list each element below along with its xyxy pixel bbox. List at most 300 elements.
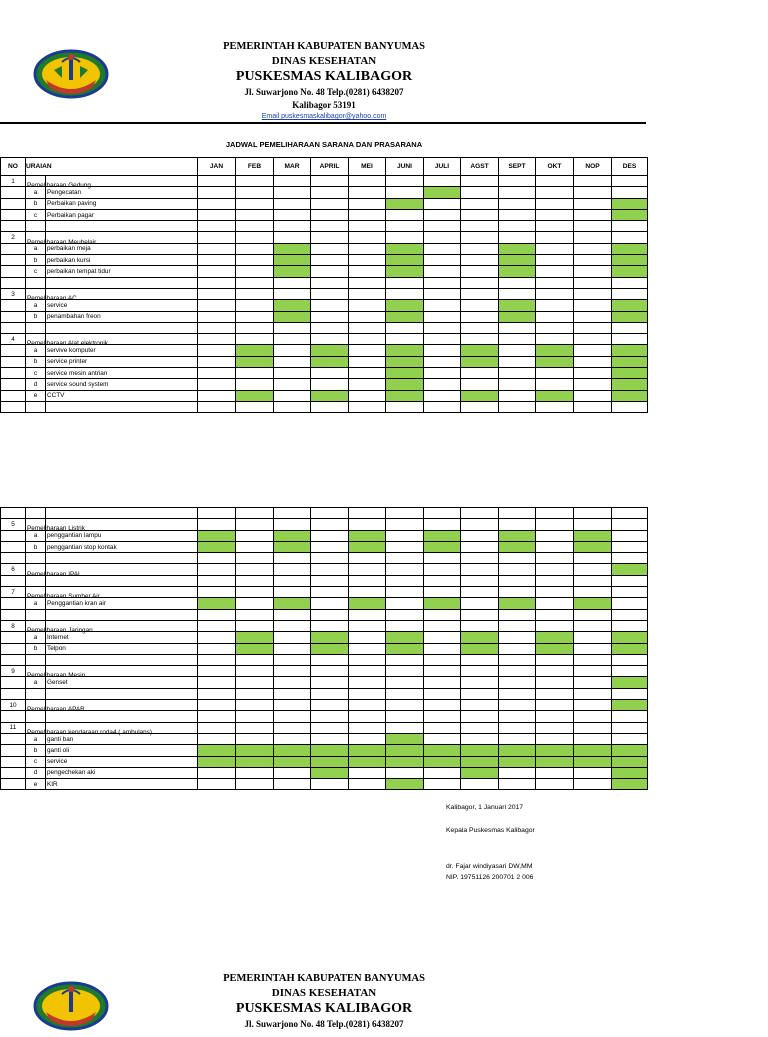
month-cell xyxy=(311,530,349,541)
row-number xyxy=(1,277,26,288)
table-row xyxy=(1,243,648,254)
month-cell xyxy=(499,564,536,575)
row-description xyxy=(46,688,198,699)
scheduled-cell xyxy=(536,345,574,356)
row-sub-letter xyxy=(26,700,85,714)
table-row xyxy=(1,401,648,412)
month-cell xyxy=(311,300,349,311)
row-number xyxy=(1,745,26,756)
month-cell xyxy=(574,334,612,345)
row-sub-letter: a xyxy=(26,530,46,541)
row-sub-letter: b xyxy=(26,356,46,367)
month-cell xyxy=(274,700,311,711)
month-cell xyxy=(198,379,236,390)
section-title: Pemeliharaan Sumber Air xyxy=(27,593,100,601)
month-cell xyxy=(274,187,311,198)
scheduled-cell xyxy=(536,632,574,643)
scheduled-cell xyxy=(311,745,349,756)
month-cell xyxy=(236,666,274,677)
row-description: service mesin antrian xyxy=(46,368,198,379)
scheduled-cell xyxy=(461,356,499,367)
month-cell xyxy=(499,288,536,299)
month-cell xyxy=(574,722,612,733)
schedule-table-1 xyxy=(0,157,648,413)
row-description xyxy=(46,277,198,288)
row-sub-letter: c xyxy=(26,266,46,277)
month-cell xyxy=(536,221,574,232)
month-cell xyxy=(612,733,648,744)
month-cell xyxy=(536,700,574,711)
month-cell xyxy=(499,779,536,790)
month-cell xyxy=(349,277,386,288)
month-cell xyxy=(424,243,461,254)
scheduled-cell xyxy=(461,756,499,767)
row-description xyxy=(46,654,198,665)
month-cell xyxy=(349,587,386,598)
table-row xyxy=(1,209,648,220)
column-header: JUNI xyxy=(386,158,424,176)
month-cell xyxy=(574,255,612,266)
scheduled-cell xyxy=(386,311,424,322)
month-cell xyxy=(311,620,349,631)
month-cell xyxy=(536,620,574,631)
scheduled-cell xyxy=(274,243,311,254)
scheduled-cell xyxy=(198,598,236,609)
scheduled-cell xyxy=(198,756,236,767)
table-row xyxy=(1,508,648,519)
month-cell xyxy=(236,288,274,299)
month-cell xyxy=(198,575,236,586)
month-cell xyxy=(198,620,236,631)
month-cell xyxy=(461,176,499,187)
row-sub-letter: b xyxy=(26,541,46,552)
row-number: 10 xyxy=(1,700,26,711)
section-title: Pemeliharaan IPAL xyxy=(27,570,82,578)
table-row xyxy=(1,232,648,243)
month-cell xyxy=(274,767,311,778)
month-cell xyxy=(424,722,461,733)
month-cell xyxy=(461,266,499,277)
month-cell xyxy=(198,300,236,311)
month-cell xyxy=(386,401,424,412)
scheduled-cell xyxy=(499,598,536,609)
month-cell xyxy=(536,255,574,266)
month-cell xyxy=(274,587,311,598)
month-cell xyxy=(536,277,574,288)
table-row xyxy=(1,390,648,401)
month-cell xyxy=(236,598,274,609)
month-cell xyxy=(499,401,536,412)
row-sub-letter: e xyxy=(26,779,46,790)
column-header: JULI xyxy=(424,158,461,176)
row-sub-letter xyxy=(26,232,97,246)
scheduled-cell xyxy=(424,187,461,198)
month-cell xyxy=(574,519,612,530)
month-cell xyxy=(274,508,311,519)
month-cell xyxy=(461,564,499,575)
month-cell xyxy=(274,345,311,356)
month-cell xyxy=(236,620,274,631)
column-header: NO xyxy=(1,158,26,176)
month-cell xyxy=(612,334,648,345)
row-sub-letter: c xyxy=(26,209,46,220)
row-number xyxy=(1,300,26,311)
month-cell xyxy=(386,176,424,187)
section-title: Pemeliharaan Meubelair xyxy=(27,238,97,246)
month-cell xyxy=(424,553,461,564)
month-cell xyxy=(574,277,612,288)
month-cell xyxy=(311,311,349,322)
month-cell xyxy=(311,733,349,744)
row-description: KIR xyxy=(46,779,198,790)
month-cell xyxy=(612,221,648,232)
month-cell xyxy=(386,519,424,530)
row-description: Telpon xyxy=(46,643,198,654)
month-cell xyxy=(461,733,499,744)
scheduled-cell xyxy=(386,266,424,277)
month-cell xyxy=(574,609,612,620)
column-header: URAIAN xyxy=(26,158,198,176)
month-cell xyxy=(536,288,574,299)
month-cell xyxy=(499,632,536,643)
month-cell xyxy=(536,598,574,609)
row-sub-letter xyxy=(26,564,82,578)
month-cell xyxy=(536,722,574,733)
schedule-table-2 xyxy=(0,507,648,790)
month-cell xyxy=(536,666,574,677)
table-row xyxy=(1,519,648,530)
month-cell xyxy=(236,334,274,345)
scheduled-cell xyxy=(612,779,648,790)
month-cell xyxy=(461,379,499,390)
month-cell xyxy=(311,553,349,564)
month-cell xyxy=(461,575,499,586)
month-cell xyxy=(612,553,648,564)
table-row xyxy=(1,700,648,711)
month-cell xyxy=(349,356,386,367)
month-cell xyxy=(424,288,461,299)
month-cell xyxy=(386,553,424,564)
month-cell xyxy=(349,187,386,198)
column-header: FEB xyxy=(236,158,274,176)
scheduled-cell xyxy=(612,564,648,575)
row-description: Genset xyxy=(46,677,198,688)
month-cell xyxy=(311,519,349,530)
row-number: 11 xyxy=(1,722,26,733)
month-cell xyxy=(424,209,461,220)
month-cell xyxy=(236,187,274,198)
table-row xyxy=(1,779,648,790)
row-sub-letter: a xyxy=(26,632,46,643)
month-cell xyxy=(311,187,349,198)
scheduled-cell xyxy=(274,255,311,266)
month-cell xyxy=(198,666,236,677)
scheduled-cell xyxy=(311,756,349,767)
scheduled-cell xyxy=(612,255,648,266)
month-cell xyxy=(499,643,536,654)
row-description: CCTV xyxy=(46,390,198,401)
month-cell xyxy=(574,632,612,643)
row-number xyxy=(1,356,26,367)
month-cell xyxy=(499,733,536,744)
month-cell xyxy=(311,711,349,722)
month-cell xyxy=(461,334,499,345)
month-cell xyxy=(461,198,499,209)
month-cell xyxy=(349,209,386,220)
month-cell xyxy=(536,587,574,598)
email-link[interactable]: Email puskesmaskalibagor@yahoo.com xyxy=(261,113,387,120)
scheduled-cell xyxy=(198,541,236,552)
month-cell xyxy=(424,311,461,322)
month-cell xyxy=(236,700,274,711)
scheduled-cell xyxy=(386,243,424,254)
month-cell xyxy=(349,553,386,564)
month-cell xyxy=(499,700,536,711)
month-cell xyxy=(349,311,386,322)
row-description: ganti ban xyxy=(46,733,198,744)
month-cell xyxy=(574,368,612,379)
month-cell xyxy=(536,654,574,665)
section-title: Pemeliharaan Jaringan xyxy=(27,627,93,635)
month-cell xyxy=(612,176,648,187)
month-cell xyxy=(612,541,648,552)
month-cell xyxy=(274,334,311,345)
month-cell xyxy=(236,198,274,209)
month-cell xyxy=(198,643,236,654)
month-cell xyxy=(198,609,236,620)
month-cell xyxy=(424,277,461,288)
month-cell xyxy=(386,541,424,552)
month-cell xyxy=(536,575,574,586)
month-cell xyxy=(236,677,274,688)
table-row xyxy=(1,711,648,722)
month-cell xyxy=(198,232,236,243)
month-cell xyxy=(574,322,612,333)
row-sub-letter: a xyxy=(26,300,46,311)
table-row xyxy=(1,632,648,643)
month-cell xyxy=(274,564,311,575)
month-cell xyxy=(536,711,574,722)
column-header: OKT xyxy=(536,158,574,176)
row-number xyxy=(1,390,26,401)
row-number xyxy=(1,654,26,665)
scheduled-cell xyxy=(612,266,648,277)
scheduled-cell xyxy=(424,756,461,767)
row-description: penambahan freon xyxy=(46,311,198,322)
row-sub-letter xyxy=(26,609,46,620)
month-cell xyxy=(311,288,349,299)
section-title: Pemeliharaan Mesin xyxy=(27,672,86,680)
month-cell xyxy=(198,767,236,778)
month-cell xyxy=(236,733,274,744)
month-cell xyxy=(612,288,648,299)
month-cell xyxy=(536,553,574,564)
month-cell xyxy=(461,519,499,530)
row-sub-letter xyxy=(26,666,86,680)
month-cell xyxy=(461,311,499,322)
month-cell xyxy=(349,401,386,412)
month-cell xyxy=(536,266,574,277)
month-cell xyxy=(311,243,349,254)
column-header: JAN xyxy=(198,158,236,176)
scheduled-cell xyxy=(349,756,386,767)
scheduled-cell xyxy=(386,643,424,654)
month-cell xyxy=(386,688,424,699)
row-number xyxy=(1,266,26,277)
month-cell xyxy=(536,508,574,519)
month-cell xyxy=(274,711,311,722)
scheduled-cell xyxy=(386,632,424,643)
scheduled-cell xyxy=(386,368,424,379)
month-cell xyxy=(198,277,236,288)
row-number xyxy=(1,255,26,266)
month-cell xyxy=(612,722,648,733)
scheduled-cell xyxy=(386,300,424,311)
month-cell xyxy=(311,598,349,609)
month-cell xyxy=(499,322,536,333)
scheduled-cell xyxy=(386,356,424,367)
month-cell xyxy=(386,620,424,631)
row-description: penggantian stop kontak xyxy=(46,541,198,552)
month-cell xyxy=(349,654,386,665)
month-cell xyxy=(274,356,311,367)
scheduled-cell xyxy=(536,643,574,654)
row-number xyxy=(1,221,26,232)
row-number: 2 xyxy=(1,232,26,243)
table-row xyxy=(1,311,648,322)
month-cell xyxy=(424,356,461,367)
month-cell xyxy=(349,643,386,654)
month-cell xyxy=(499,666,536,677)
month-cell xyxy=(424,767,461,778)
month-cell xyxy=(499,334,536,345)
table-row xyxy=(1,541,648,552)
row-sub-letter xyxy=(26,334,108,348)
month-cell xyxy=(461,288,499,299)
month-cell xyxy=(424,688,461,699)
row-description: pengechekan aki xyxy=(46,767,198,778)
row-sub-letter: d xyxy=(26,379,46,390)
table-row xyxy=(1,277,648,288)
row-number: 5 xyxy=(1,519,26,530)
row-sub-letter: b xyxy=(26,255,46,266)
month-cell xyxy=(311,255,349,266)
row-sub-letter xyxy=(26,688,46,699)
month-cell xyxy=(536,232,574,243)
month-cell xyxy=(574,767,612,778)
month-cell xyxy=(198,209,236,220)
month-cell xyxy=(349,255,386,266)
row-sub-letter: a xyxy=(26,733,46,744)
month-cell xyxy=(499,553,536,564)
column-header: NOP xyxy=(574,158,612,176)
month-cell xyxy=(536,767,574,778)
row-sub-letter: a xyxy=(26,345,46,356)
month-cell xyxy=(612,587,648,598)
column-header: MAR xyxy=(274,158,311,176)
month-cell xyxy=(311,700,349,711)
month-cell xyxy=(236,767,274,778)
month-cell xyxy=(424,322,461,333)
row-description xyxy=(46,322,198,333)
month-cell xyxy=(236,322,274,333)
month-cell xyxy=(198,368,236,379)
month-cell xyxy=(499,221,536,232)
month-cell xyxy=(424,390,461,401)
month-cell xyxy=(424,232,461,243)
month-cell xyxy=(424,620,461,631)
month-cell xyxy=(236,654,274,665)
month-cell xyxy=(499,232,536,243)
month-cell xyxy=(461,688,499,699)
month-cell xyxy=(536,311,574,322)
month-cell xyxy=(274,390,311,401)
table-row xyxy=(1,266,648,277)
scheduled-cell xyxy=(349,745,386,756)
row-number: 8 xyxy=(1,620,26,631)
row-number xyxy=(1,711,26,722)
month-cell xyxy=(311,379,349,390)
scheduled-cell xyxy=(461,767,499,778)
row-sub-letter: b xyxy=(26,643,46,654)
scheduled-cell xyxy=(461,345,499,356)
row-description xyxy=(46,221,198,232)
month-cell xyxy=(236,587,274,598)
month-cell xyxy=(574,198,612,209)
scheduled-cell xyxy=(461,632,499,643)
scheduled-cell xyxy=(311,345,349,356)
table-row xyxy=(1,379,648,390)
month-cell xyxy=(499,711,536,722)
column-header: MEI xyxy=(349,158,386,176)
month-cell xyxy=(198,564,236,575)
month-cell xyxy=(236,221,274,232)
month-cell xyxy=(386,711,424,722)
month-cell xyxy=(274,368,311,379)
month-cell xyxy=(574,187,612,198)
scheduled-cell xyxy=(574,756,612,767)
scheduled-cell xyxy=(424,530,461,541)
scheduled-cell xyxy=(311,767,349,778)
schedule-title: JADWAL PEMELIHARAAN SARANA DAN PRASARANA xyxy=(225,140,423,149)
month-cell xyxy=(574,711,612,722)
month-cell xyxy=(274,322,311,333)
row-description xyxy=(46,508,198,519)
month-cell xyxy=(424,176,461,187)
month-cell xyxy=(424,345,461,356)
scheduled-cell xyxy=(386,756,424,767)
month-cell xyxy=(274,722,311,733)
month-cell xyxy=(274,733,311,744)
month-cell xyxy=(274,198,311,209)
month-cell xyxy=(349,198,386,209)
scheduled-cell xyxy=(198,530,236,541)
month-cell xyxy=(349,379,386,390)
scheduled-cell xyxy=(499,530,536,541)
scheduled-cell xyxy=(386,198,424,209)
table-header-row xyxy=(1,158,648,176)
row-number: 7 xyxy=(1,587,26,598)
month-cell xyxy=(461,322,499,333)
table-row xyxy=(1,620,648,631)
month-cell xyxy=(198,508,236,519)
row-sub-letter: c xyxy=(26,368,46,379)
row-description: perbaikan tempat tidur xyxy=(46,266,198,277)
month-cell xyxy=(499,722,536,733)
month-cell xyxy=(424,677,461,688)
month-cell xyxy=(274,553,311,564)
section-title: Pemeliharaan Alat elektronik xyxy=(27,340,108,348)
